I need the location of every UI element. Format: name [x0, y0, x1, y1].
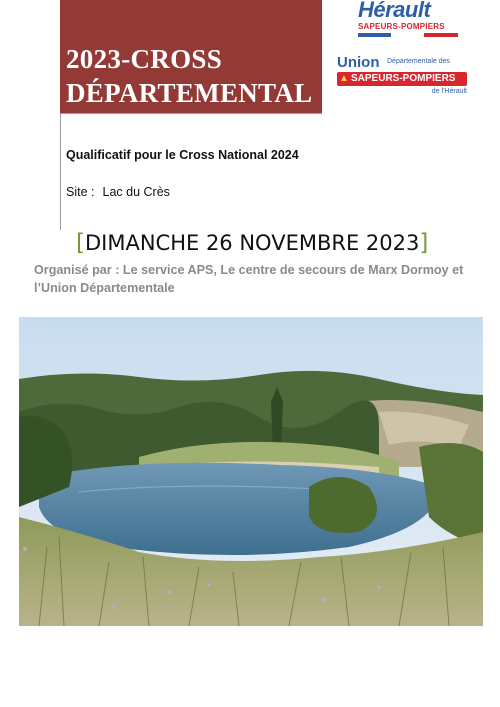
union-departementale-logo [337, 54, 469, 100]
title-divider-vertical [60, 114, 61, 230]
organizer-text: Organisé par : Le service APS, Le centre de secours de Marx Dormoy et l’Union Départementale [34, 263, 464, 295]
title-line-2: DÉPARTEMENTAL [66, 78, 313, 108]
logo-herault-subtitle: SAPEURS-POMPIERS [358, 22, 445, 31]
logo-flag-stripe [358, 33, 458, 37]
logo-union-red-bar [337, 72, 467, 86]
qualification-text: Qualificatif pour le Cross National 2024 [66, 148, 299, 162]
title-line-1: 2023-CROSS [66, 44, 223, 74]
date-text: DIMANCHE 26 NOVEMBRE 2023 [84, 231, 420, 255]
herault-sapeurs-pompiers-logo [350, 0, 462, 42]
site-line [66, 185, 170, 199]
title-block [60, 0, 322, 114]
logo-union-departementale: Départementale des [387, 58, 451, 65]
date-close-bracket: ] [419, 230, 429, 256]
logo-union-herault: de l'Hérault [431, 88, 467, 95]
site-label: Site : [66, 185, 95, 199]
date-open-bracket: [ [76, 230, 85, 256]
lake-photo [19, 317, 483, 626]
title-divider-horizontal [60, 113, 322, 114]
site-value: Lac du Crès [102, 185, 170, 199]
logo-union-word: Union [337, 54, 380, 71]
event-date [76, 230, 428, 256]
logo-herault-name: Hérault [358, 0, 431, 22]
flame-icon: ▲ [339, 73, 349, 84]
logo-union-sapeurs-pompiers: SAPEURS-POMPIERS [351, 73, 456, 84]
